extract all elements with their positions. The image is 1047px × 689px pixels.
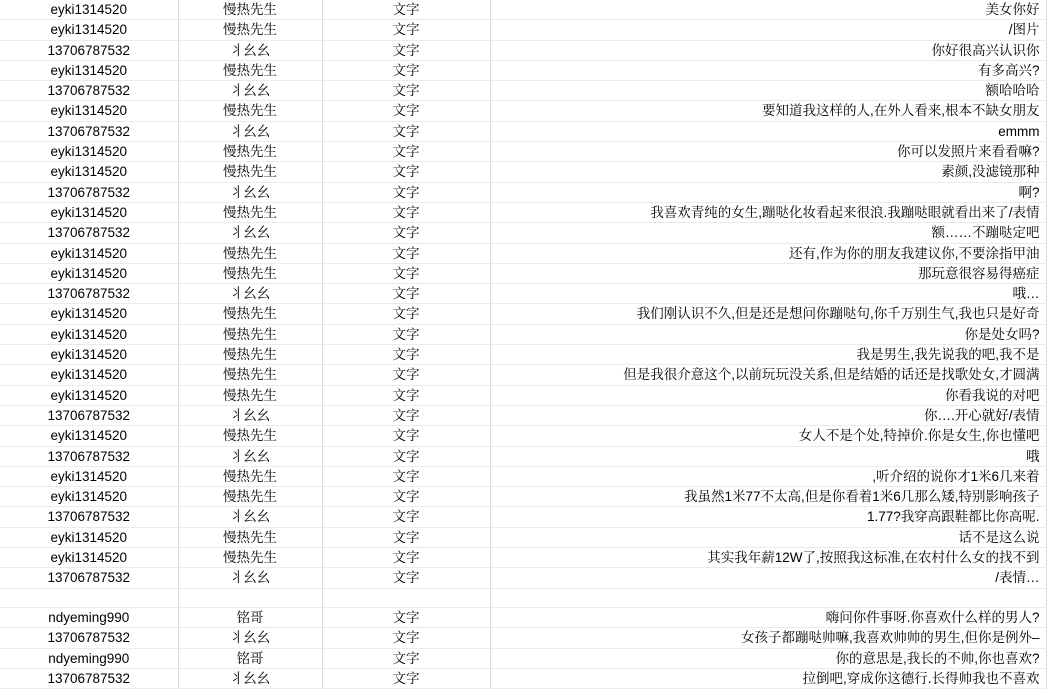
message-body-cell: 素颜,没滤镜那种 bbox=[490, 162, 1046, 182]
message-type-cell: 文字 bbox=[322, 0, 490, 20]
table-row[interactable] bbox=[0, 405, 1046, 425]
message-type-cell: 文字 bbox=[322, 263, 490, 283]
message-type-cell: 文字 bbox=[322, 142, 490, 162]
message-body-cell: 你的意思是,我长的不帅,你也喜欢? bbox=[490, 648, 1046, 668]
nickname-cell: 慢热先生 bbox=[178, 365, 322, 385]
message-type-cell: 文字 bbox=[322, 466, 490, 486]
account-id-cell: eyki1314520 bbox=[0, 0, 178, 20]
message-body-cell: ,听介绍的说你才1米6几来着 bbox=[490, 466, 1046, 486]
table-row[interactable] bbox=[0, 385, 1046, 405]
nickname-cell: 丬幺幺 bbox=[178, 507, 322, 527]
table-cell-empty bbox=[0, 588, 178, 607]
account-id-cell: eyki1314520 bbox=[0, 527, 178, 547]
message-body-cell: 我是男生,我先说我的吧,我不是 bbox=[490, 345, 1046, 365]
table-row[interactable] bbox=[0, 0, 1046, 20]
message-body-cell: 哦 bbox=[490, 446, 1046, 466]
account-id-cell: 13706787532 bbox=[0, 507, 178, 527]
table-row[interactable] bbox=[0, 142, 1046, 162]
message-body-cell: 我虽然1米77不太高,但是你看着1米6几那么矮,特别影响孩子 bbox=[490, 487, 1046, 507]
message-type-cell: 文字 bbox=[322, 446, 490, 466]
nickname-cell: 丬幺幺 bbox=[178, 668, 322, 688]
account-id-cell: eyki1314520 bbox=[0, 101, 178, 121]
message-type-cell: 文字 bbox=[322, 507, 490, 527]
message-type-cell: 文字 bbox=[322, 668, 490, 688]
message-body-cell: 话不是这么说 bbox=[490, 527, 1046, 547]
nickname-cell: 慢热先生 bbox=[178, 202, 322, 222]
nickname-cell: 慢热先生 bbox=[178, 487, 322, 507]
nickname-cell: 丬幺幺 bbox=[178, 121, 322, 141]
message-type-cell: 文字 bbox=[322, 607, 490, 627]
message-body-cell: 额……不蹦哒定吧 bbox=[490, 223, 1046, 243]
table-cell-empty bbox=[490, 588, 1046, 607]
message-type-cell: 文字 bbox=[322, 121, 490, 141]
message-type-cell: 文字 bbox=[322, 548, 490, 568]
nickname-cell: 丬幺幺 bbox=[178, 628, 322, 648]
message-type-cell: 文字 bbox=[322, 20, 490, 40]
message-body-cell: 我喜欢青纯的女生,蹦哒化妆看起来很浪.我蹦哒眼就看出来了/表情 bbox=[490, 202, 1046, 222]
account-id-cell: 13706787532 bbox=[0, 446, 178, 466]
message-body-cell: emmm bbox=[490, 121, 1046, 141]
message-type-cell: 文字 bbox=[322, 628, 490, 648]
nickname-cell: 慢热先生 bbox=[178, 466, 322, 486]
message-type-cell: 文字 bbox=[322, 365, 490, 385]
table-row[interactable] bbox=[0, 466, 1046, 486]
table-row[interactable] bbox=[0, 20, 1046, 40]
nickname-cell: 慢热先生 bbox=[178, 345, 322, 365]
table-row[interactable] bbox=[0, 182, 1046, 202]
message-body-cell: 你….开心就好/表情 bbox=[490, 405, 1046, 425]
message-body-cell: /图片 bbox=[490, 20, 1046, 40]
account-id-cell: 13706787532 bbox=[0, 568, 178, 588]
account-id-cell: eyki1314520 bbox=[0, 385, 178, 405]
nickname-cell: 慢热先生 bbox=[178, 527, 322, 547]
message-type-cell: 文字 bbox=[322, 101, 490, 121]
nickname-cell: 慢热先生 bbox=[178, 426, 322, 446]
table-row[interactable] bbox=[0, 607, 1046, 627]
account-id-cell: eyki1314520 bbox=[0, 548, 178, 568]
nickname-cell: 丬幺幺 bbox=[178, 81, 322, 101]
table-row[interactable] bbox=[0, 223, 1046, 243]
account-id-cell: 13706787532 bbox=[0, 40, 178, 60]
account-id-cell: eyki1314520 bbox=[0, 243, 178, 263]
account-id-cell: eyki1314520 bbox=[0, 426, 178, 446]
message-body-cell: 拉倒吧,穿成你这德行.长得帅我也不喜欢 bbox=[490, 668, 1046, 688]
nickname-cell: 铭哥 bbox=[178, 607, 322, 627]
message-body-cell: 我们刚认识不久,但是还是想问你蹦哒句,你千万别生气,我也只是好奇 bbox=[490, 304, 1046, 324]
account-id-cell: 13706787532 bbox=[0, 121, 178, 141]
nickname-cell: 慢热先生 bbox=[178, 324, 322, 344]
table-row[interactable] bbox=[0, 60, 1046, 80]
message-type-cell: 文字 bbox=[322, 527, 490, 547]
nickname-cell: 慢热先生 bbox=[178, 548, 322, 568]
table-row[interactable] bbox=[0, 527, 1046, 547]
message-body-cell: 你好很高兴认识你 bbox=[490, 40, 1046, 60]
message-body-cell: 额哈哈哈 bbox=[490, 81, 1046, 101]
account-id-cell: eyki1314520 bbox=[0, 162, 178, 182]
message-type-cell: 文字 bbox=[322, 60, 490, 80]
message-body-cell: 美女你好 bbox=[490, 0, 1046, 20]
account-id-cell: 13706787532 bbox=[0, 668, 178, 688]
message-type-cell: 文字 bbox=[322, 345, 490, 365]
nickname-cell: 丬幺幺 bbox=[178, 182, 322, 202]
message-body-cell: /表情… bbox=[490, 568, 1046, 588]
account-id-cell: eyki1314520 bbox=[0, 263, 178, 283]
message-type-cell: 文字 bbox=[322, 648, 490, 668]
account-id-cell: eyki1314520 bbox=[0, 345, 178, 365]
message-type-cell: 文字 bbox=[322, 284, 490, 304]
message-type-cell: 文字 bbox=[322, 487, 490, 507]
message-type-cell: 文字 bbox=[322, 426, 490, 446]
account-id-cell: eyki1314520 bbox=[0, 20, 178, 40]
message-body-cell: 你是处女吗? bbox=[490, 324, 1046, 344]
account-id-cell: 13706787532 bbox=[0, 284, 178, 304]
account-id-cell: eyki1314520 bbox=[0, 365, 178, 385]
nickname-cell: 慢热先生 bbox=[178, 162, 322, 182]
message-body-cell: 女人不是个处,特掉价.你是女生,你也懂吧 bbox=[490, 426, 1046, 446]
message-body-cell: 哦… bbox=[490, 284, 1046, 304]
account-id-cell: eyki1314520 bbox=[0, 142, 178, 162]
table-row[interactable] bbox=[0, 648, 1046, 668]
table-row[interactable] bbox=[0, 568, 1046, 588]
account-id-cell: eyki1314520 bbox=[0, 60, 178, 80]
table-row[interactable] bbox=[0, 426, 1046, 446]
nickname-cell: 慢热先生 bbox=[178, 101, 322, 121]
message-body-cell: 还有,作为你的朋友我建议你,不要涂指甲油 bbox=[490, 243, 1046, 263]
nickname-cell: 丬幺幺 bbox=[178, 40, 322, 60]
account-id-cell: ndyeming990 bbox=[0, 607, 178, 627]
account-id-cell: 13706787532 bbox=[0, 628, 178, 648]
message-type-cell: 文字 bbox=[322, 162, 490, 182]
message-type-cell: 文字 bbox=[322, 202, 490, 222]
table-row[interactable] bbox=[0, 40, 1046, 60]
table-cell-empty bbox=[322, 588, 490, 607]
message-body-cell: 有多高兴? bbox=[490, 60, 1046, 80]
message-body-cell: 你可以发照片来看看嘛? bbox=[490, 142, 1046, 162]
table-row[interactable] bbox=[0, 668, 1046, 688]
account-id-cell: 13706787532 bbox=[0, 405, 178, 425]
message-type-cell: 文字 bbox=[322, 243, 490, 263]
nickname-cell: 慢热先生 bbox=[178, 142, 322, 162]
message-type-cell: 文字 bbox=[322, 40, 490, 60]
table-row[interactable] bbox=[0, 487, 1046, 507]
nickname-cell: 丬幺幺 bbox=[178, 223, 322, 243]
table-row[interactable] bbox=[0, 121, 1046, 141]
account-id-cell: eyki1314520 bbox=[0, 466, 178, 486]
account-id-cell: eyki1314520 bbox=[0, 487, 178, 507]
nickname-cell: 丬幺幺 bbox=[178, 284, 322, 304]
account-id-cell: 13706787532 bbox=[0, 81, 178, 101]
message-body-cell: 女孩子都蹦哒帅嘛,我喜欢帅帅的男生,但你是例外– bbox=[490, 628, 1046, 648]
table-row[interactable] bbox=[0, 263, 1046, 283]
table-row[interactable] bbox=[0, 548, 1046, 568]
nickname-cell: 慢热先生 bbox=[178, 304, 322, 324]
table-row[interactable] bbox=[0, 304, 1046, 324]
nickname-cell: 慢热先生 bbox=[178, 385, 322, 405]
account-id-cell: ndyeming990 bbox=[0, 648, 178, 668]
nickname-cell: 慢热先生 bbox=[178, 263, 322, 283]
table-cell-empty bbox=[178, 588, 322, 607]
message-type-cell: 文字 bbox=[322, 182, 490, 202]
message-type-cell: 文字 bbox=[322, 385, 490, 405]
account-id-cell: eyki1314520 bbox=[0, 324, 178, 344]
table-row[interactable] bbox=[0, 446, 1046, 466]
table-row[interactable] bbox=[0, 365, 1046, 385]
nickname-cell: 慢热先生 bbox=[178, 20, 322, 40]
account-id-cell: 13706787532 bbox=[0, 182, 178, 202]
table-row[interactable] bbox=[0, 345, 1046, 365]
nickname-cell: 慢热先生 bbox=[178, 243, 322, 263]
table-row-spacer bbox=[0, 588, 1046, 607]
message-body-cell: 你看我说的对吧 bbox=[490, 385, 1046, 405]
nickname-cell: 丬幺幺 bbox=[178, 446, 322, 466]
message-type-cell: 文字 bbox=[322, 324, 490, 344]
table-row[interactable] bbox=[0, 324, 1046, 344]
table-row[interactable] bbox=[0, 628, 1046, 648]
message-body-cell: 1.77?我穿高跟鞋都比你高呢. bbox=[490, 507, 1046, 527]
message-type-cell: 文字 bbox=[322, 405, 490, 425]
table-row[interactable] bbox=[0, 162, 1046, 182]
message-type-cell: 文字 bbox=[322, 568, 490, 588]
table-row[interactable] bbox=[0, 202, 1046, 222]
account-id-cell: 13706787532 bbox=[0, 223, 178, 243]
account-id-cell: eyki1314520 bbox=[0, 304, 178, 324]
table-row[interactable] bbox=[0, 81, 1046, 101]
nickname-cell: 丬幺幺 bbox=[178, 405, 322, 425]
message-body-cell: 啊? bbox=[490, 182, 1046, 202]
nickname-cell: 慢热先生 bbox=[178, 0, 322, 20]
table-row[interactable] bbox=[0, 243, 1046, 263]
table-row[interactable] bbox=[0, 507, 1046, 527]
message-type-cell: 文字 bbox=[322, 223, 490, 243]
message-body-cell: 要知道我这样的人,在外人看来,根本不缺女朋友 bbox=[490, 101, 1046, 121]
account-id-cell: eyki1314520 bbox=[0, 202, 178, 222]
message-body-cell: 那玩意很容易得癌症 bbox=[490, 263, 1046, 283]
table-row[interactable] bbox=[0, 284, 1046, 304]
message-type-cell: 文字 bbox=[322, 81, 490, 101]
message-body-cell: 其实我年薪12W了,按照我这标准,在农村什么女的找不到 bbox=[490, 548, 1046, 568]
message-type-cell: 文字 bbox=[322, 304, 490, 324]
table-row[interactable] bbox=[0, 101, 1046, 121]
nickname-cell: 慢热先生 bbox=[178, 60, 322, 80]
nickname-cell: 铭哥 bbox=[178, 648, 322, 668]
message-body-cell: 嗨问你件事呀.你喜欢什么样的男人? bbox=[490, 607, 1046, 627]
nickname-cell: 丬幺幺 bbox=[178, 568, 322, 588]
message-body-cell: 但是我很介意这个,以前玩玩没关系,但是结婚的话还是找歌处女,才圆满 bbox=[490, 365, 1046, 385]
